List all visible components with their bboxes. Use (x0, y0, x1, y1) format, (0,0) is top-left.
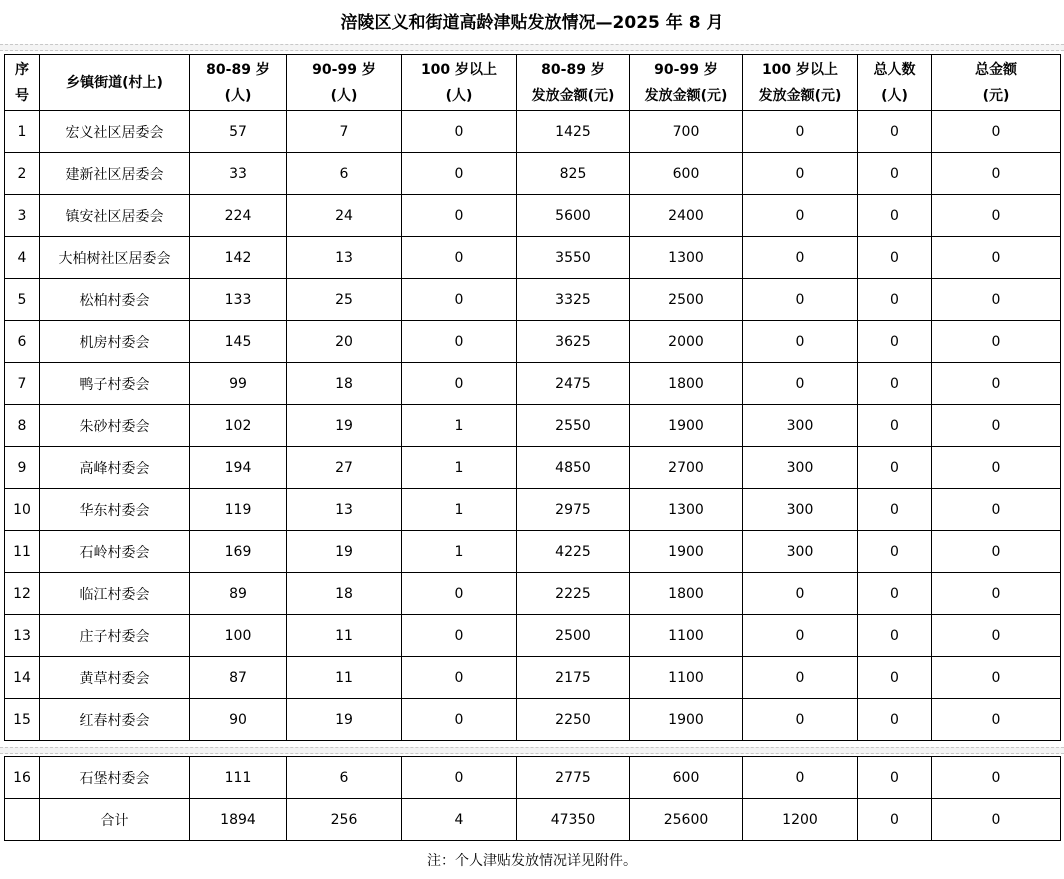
cell-amount-90-99: 600 (630, 153, 743, 195)
cell-index: 15 (5, 699, 40, 741)
cell-count-100-plus: 1 (402, 489, 517, 531)
cell-total-people: 0 (858, 573, 932, 615)
cell-count-90-99: 18 (287, 573, 402, 615)
cell-count-80-89: 111 (190, 757, 287, 799)
cell-amount-90-99: 2000 (630, 321, 743, 363)
cell-name: 石岭村委会 (40, 531, 190, 573)
cell-amount-100-plus: 0 (743, 363, 858, 405)
cell-count-80-89: 90 (190, 699, 287, 741)
cell-amount-80-89: 4225 (517, 531, 630, 573)
cell-total-amount: 0 (932, 447, 1061, 489)
cell-total-people: 0 (858, 699, 932, 741)
cell-total-people: 0 (858, 279, 932, 321)
header-count-100-plus (402, 55, 517, 111)
cell-count-90-99: 11 (287, 615, 402, 657)
cell-index: 13 (5, 615, 40, 657)
cell-total-people: 0 (858, 615, 932, 657)
cell-name: 朱砂村委会 (40, 405, 190, 447)
cell-amount-80-89: 47350 (517, 799, 630, 841)
header-text: 100 岁以上 (420, 61, 498, 78)
cell-amount-100-plus: 0 (743, 657, 858, 699)
cell-count-100-plus: 0 (402, 363, 517, 405)
cell-amount-90-99: 1100 (630, 657, 743, 699)
cell-count-80-89: 224 (190, 195, 287, 237)
cell-count-80-89: 194 (190, 447, 287, 489)
cell-total-people: 0 (858, 757, 932, 799)
cell-name: 红春村委会 (40, 699, 190, 741)
header-text: 总人数 (873, 61, 916, 78)
cell-total-people: 0 (858, 237, 932, 279)
cell-index: 16 (5, 757, 40, 799)
cell-amount-100-plus: 300 (743, 405, 858, 447)
cell-amount-90-99: 1800 (630, 573, 743, 615)
cell-amount-80-89: 2775 (517, 757, 630, 799)
table-row (5, 237, 1061, 279)
table-row (5, 489, 1061, 531)
cell-amount-90-99: 1300 (630, 237, 743, 279)
cell-name: 宏义社区居委会 (40, 111, 190, 153)
table-row (5, 321, 1061, 363)
cell-amount-100-plus: 300 (743, 447, 858, 489)
cell-total-amount: 0 (932, 531, 1061, 573)
cell-count-90-99: 25 (287, 279, 402, 321)
header-index (5, 55, 40, 111)
table-row (5, 363, 1061, 405)
cell-total-amount: 0 (932, 489, 1061, 531)
cell-count-90-99: 7 (287, 111, 402, 153)
cell-amount-90-99: 25600 (630, 799, 743, 841)
header-text: 80-89 岁 (541, 61, 605, 78)
cell-total-amount: 0 (932, 363, 1061, 405)
cell-name: 鸭子村委会 (40, 363, 190, 405)
cell-index (5, 799, 40, 841)
cell-amount-90-99: 1300 (630, 489, 743, 531)
cell-index: 1 (5, 111, 40, 153)
cell-total-amount: 0 (932, 615, 1061, 657)
cell-amount-90-99: 700 (630, 111, 743, 153)
cell-count-90-99: 19 (287, 699, 402, 741)
cell-amount-80-89: 3325 (517, 279, 630, 321)
cell-amount-100-plus: 1200 (743, 799, 858, 841)
cell-name: 高峰村委会 (40, 447, 190, 489)
cell-count-100-plus: 0 (402, 615, 517, 657)
cell-name: 镇安社区居委会 (40, 195, 190, 237)
cell-count-90-99: 20 (287, 321, 402, 363)
cell-total-amount: 0 (932, 657, 1061, 699)
header-text: 100 岁以上 (761, 61, 839, 78)
header-total-people (858, 55, 932, 111)
cell-total-amount: 0 (932, 405, 1061, 447)
cell-count-90-99: 13 (287, 489, 402, 531)
header-text: 90-99 岁 (312, 61, 376, 78)
cell-count-100-plus: 0 (402, 111, 517, 153)
cell-name: 华东村委会 (40, 489, 190, 531)
cell-total-amount: 0 (932, 757, 1061, 799)
cell-amount-100-plus: 300 (743, 531, 858, 573)
header-text: 乡镇街道(村上) (66, 74, 163, 91)
table-row (5, 447, 1061, 489)
header-text: 发放金额(元) (644, 87, 728, 104)
cell-count-100-plus: 0 (402, 699, 517, 741)
table-row (5, 657, 1061, 699)
table-row (5, 111, 1061, 153)
cell-amount-80-89: 2250 (517, 699, 630, 741)
cell-count-80-89: 99 (190, 363, 287, 405)
cell-total-amount: 0 (932, 799, 1061, 841)
cell-count-100-plus: 0 (402, 237, 517, 279)
table-row (5, 699, 1061, 741)
cell-amount-90-99: 1900 (630, 699, 743, 741)
cell-count-100-plus: 1 (402, 405, 517, 447)
cell-index: 10 (5, 489, 40, 531)
header-text: 发放金额(元) (758, 87, 842, 104)
cell-count-100-plus: 0 (402, 153, 517, 195)
header-text: 号 (15, 87, 29, 104)
cell-amount-80-89: 2225 (517, 573, 630, 615)
cell-count-100-plus: 0 (402, 195, 517, 237)
cell-index: 12 (5, 573, 40, 615)
cell-amount-100-plus: 0 (743, 153, 858, 195)
cell-total-people: 0 (858, 321, 932, 363)
cell-name: 合计 (40, 799, 190, 841)
cell-total-people: 0 (858, 153, 932, 195)
cell-amount-80-89: 5600 (517, 195, 630, 237)
cell-total-people: 0 (858, 405, 932, 447)
cell-amount-80-89: 825 (517, 153, 630, 195)
cell-name: 建新社区居委会 (40, 153, 190, 195)
header-count-90-99 (287, 55, 402, 111)
cell-amount-90-99: 1900 (630, 405, 743, 447)
cell-amount-100-plus: 0 (743, 699, 858, 741)
cell-total-amount: 0 (932, 111, 1061, 153)
allowance-table-continued (4, 756, 1061, 841)
table-row (5, 195, 1061, 237)
cell-count-80-89: 169 (190, 531, 287, 573)
header-text: (人) (445, 87, 473, 104)
cell-amount-80-89: 2175 (517, 657, 630, 699)
header-text: (元) (982, 87, 1010, 104)
cell-name: 庄子村委会 (40, 615, 190, 657)
cell-amount-90-99: 600 (630, 757, 743, 799)
page-break-divider (0, 44, 1064, 51)
cell-count-100-plus: 0 (402, 757, 517, 799)
table-row (5, 531, 1061, 573)
cell-index: 14 (5, 657, 40, 699)
cell-amount-100-plus: 0 (743, 757, 858, 799)
page-break-divider (0, 747, 1064, 754)
cell-count-100-plus: 0 (402, 279, 517, 321)
cell-amount-100-plus: 0 (743, 237, 858, 279)
cell-count-90-99: 11 (287, 657, 402, 699)
cell-count-100-plus: 1 (402, 447, 517, 489)
header-amount-100-plus (743, 55, 858, 111)
page-title: 涪陵区义和街道高龄津贴发放情况—2025 年 8 月 (340, 13, 724, 33)
cell-index: 11 (5, 531, 40, 573)
cell-count-90-99: 6 (287, 153, 402, 195)
cell-total-people: 0 (858, 363, 932, 405)
cell-index: 3 (5, 195, 40, 237)
header-text: 发放金额(元) (531, 87, 615, 104)
cell-count-80-89: 102 (190, 405, 287, 447)
header-text: 序 (15, 61, 29, 78)
allowance-table (4, 54, 1061, 741)
cell-total-people: 0 (858, 799, 932, 841)
cell-index: 8 (5, 405, 40, 447)
cell-name: 石堡村委会 (40, 757, 190, 799)
cell-amount-100-plus: 0 (743, 321, 858, 363)
header-text: (人) (330, 87, 358, 104)
cell-count-80-89: 142 (190, 237, 287, 279)
header-text: 80-89 岁 (206, 61, 270, 78)
cell-count-100-plus: 0 (402, 573, 517, 615)
header-name (40, 55, 190, 111)
total-row (5, 799, 1061, 841)
table-row (5, 405, 1061, 447)
cell-total-amount: 0 (932, 699, 1061, 741)
table-row (5, 573, 1061, 615)
cell-amount-90-99: 2700 (630, 447, 743, 489)
cell-total-amount: 0 (932, 237, 1061, 279)
cell-amount-90-99: 1800 (630, 363, 743, 405)
cell-name: 大柏树社区居委会 (40, 237, 190, 279)
cell-count-80-89: 87 (190, 657, 287, 699)
cell-name: 机房村委会 (40, 321, 190, 363)
cell-amount-90-99: 2500 (630, 279, 743, 321)
table-row (5, 757, 1061, 799)
cell-count-80-89: 33 (190, 153, 287, 195)
cell-count-80-89: 89 (190, 573, 287, 615)
cell-amount-100-plus: 0 (743, 573, 858, 615)
cell-amount-80-89: 2500 (517, 615, 630, 657)
cell-total-people: 0 (858, 111, 932, 153)
table-row (5, 279, 1061, 321)
cell-count-100-plus: 4 (402, 799, 517, 841)
cell-amount-90-99: 1100 (630, 615, 743, 657)
cell-count-80-89: 57 (190, 111, 287, 153)
cell-count-80-89: 100 (190, 615, 287, 657)
cell-amount-80-89: 4850 (517, 447, 630, 489)
cell-count-90-99: 256 (287, 799, 402, 841)
cell-name: 临江村委会 (40, 573, 190, 615)
table-header-row (5, 55, 1061, 111)
cell-amount-80-89: 2475 (517, 363, 630, 405)
cell-amount-80-89: 2975 (517, 489, 630, 531)
cell-count-90-99: 6 (287, 757, 402, 799)
cell-index: 6 (5, 321, 40, 363)
cell-amount-100-plus: 0 (743, 111, 858, 153)
cell-total-amount: 0 (932, 573, 1061, 615)
cell-count-100-plus: 0 (402, 321, 517, 363)
cell-count-80-89: 1894 (190, 799, 287, 841)
cell-count-90-99: 13 (287, 237, 402, 279)
cell-index: 7 (5, 363, 40, 405)
cell-total-amount: 0 (932, 195, 1061, 237)
cell-count-90-99: 18 (287, 363, 402, 405)
cell-index: 2 (5, 153, 40, 195)
cell-index: 4 (5, 237, 40, 279)
cell-amount-80-89: 3625 (517, 321, 630, 363)
cell-amount-80-89: 2550 (517, 405, 630, 447)
cell-name: 黄草村委会 (40, 657, 190, 699)
cell-index: 5 (5, 279, 40, 321)
header-text: 总金额 (975, 61, 1017, 78)
header-total-amount (932, 55, 1061, 111)
cell-count-80-89: 133 (190, 279, 287, 321)
header-count-80-89 (190, 55, 287, 111)
cell-count-90-99: 19 (287, 405, 402, 447)
cell-count-100-plus: 0 (402, 657, 517, 699)
cell-count-80-89: 145 (190, 321, 287, 363)
cell-total-people: 0 (858, 489, 932, 531)
cell-amount-100-plus: 0 (743, 279, 858, 321)
cell-count-90-99: 24 (287, 195, 402, 237)
header-text: (人) (881, 87, 908, 104)
cell-index: 9 (5, 447, 40, 489)
header-amount-80-89 (517, 55, 630, 111)
cell-total-amount: 0 (932, 321, 1061, 363)
cell-amount-80-89: 1425 (517, 111, 630, 153)
cell-count-90-99: 27 (287, 447, 402, 489)
footnote: 注：个人津贴发放情况详见附件。 (427, 853, 637, 869)
cell-name: 松柏村委会 (40, 279, 190, 321)
cell-total-people: 0 (858, 195, 932, 237)
cell-count-80-89: 119 (190, 489, 287, 531)
cell-amount-90-99: 1900 (630, 531, 743, 573)
cell-amount-100-plus: 300 (743, 489, 858, 531)
cell-total-amount: 0 (932, 279, 1061, 321)
cell-amount-100-plus: 0 (743, 195, 858, 237)
table-row (5, 153, 1061, 195)
cell-amount-100-plus: 0 (743, 615, 858, 657)
cell-total-amount: 0 (932, 153, 1061, 195)
table-row (5, 615, 1061, 657)
cell-total-people: 0 (858, 447, 932, 489)
header-amount-90-99 (630, 55, 743, 111)
cell-count-90-99: 19 (287, 531, 402, 573)
cell-count-100-plus: 1 (402, 531, 517, 573)
cell-amount-90-99: 2400 (630, 195, 743, 237)
cell-total-people: 0 (858, 531, 932, 573)
cell-total-people: 0 (858, 657, 932, 699)
header-text: (人) (224, 87, 252, 104)
cell-amount-80-89: 3550 (517, 237, 630, 279)
header-text: 90-99 岁 (654, 61, 718, 78)
